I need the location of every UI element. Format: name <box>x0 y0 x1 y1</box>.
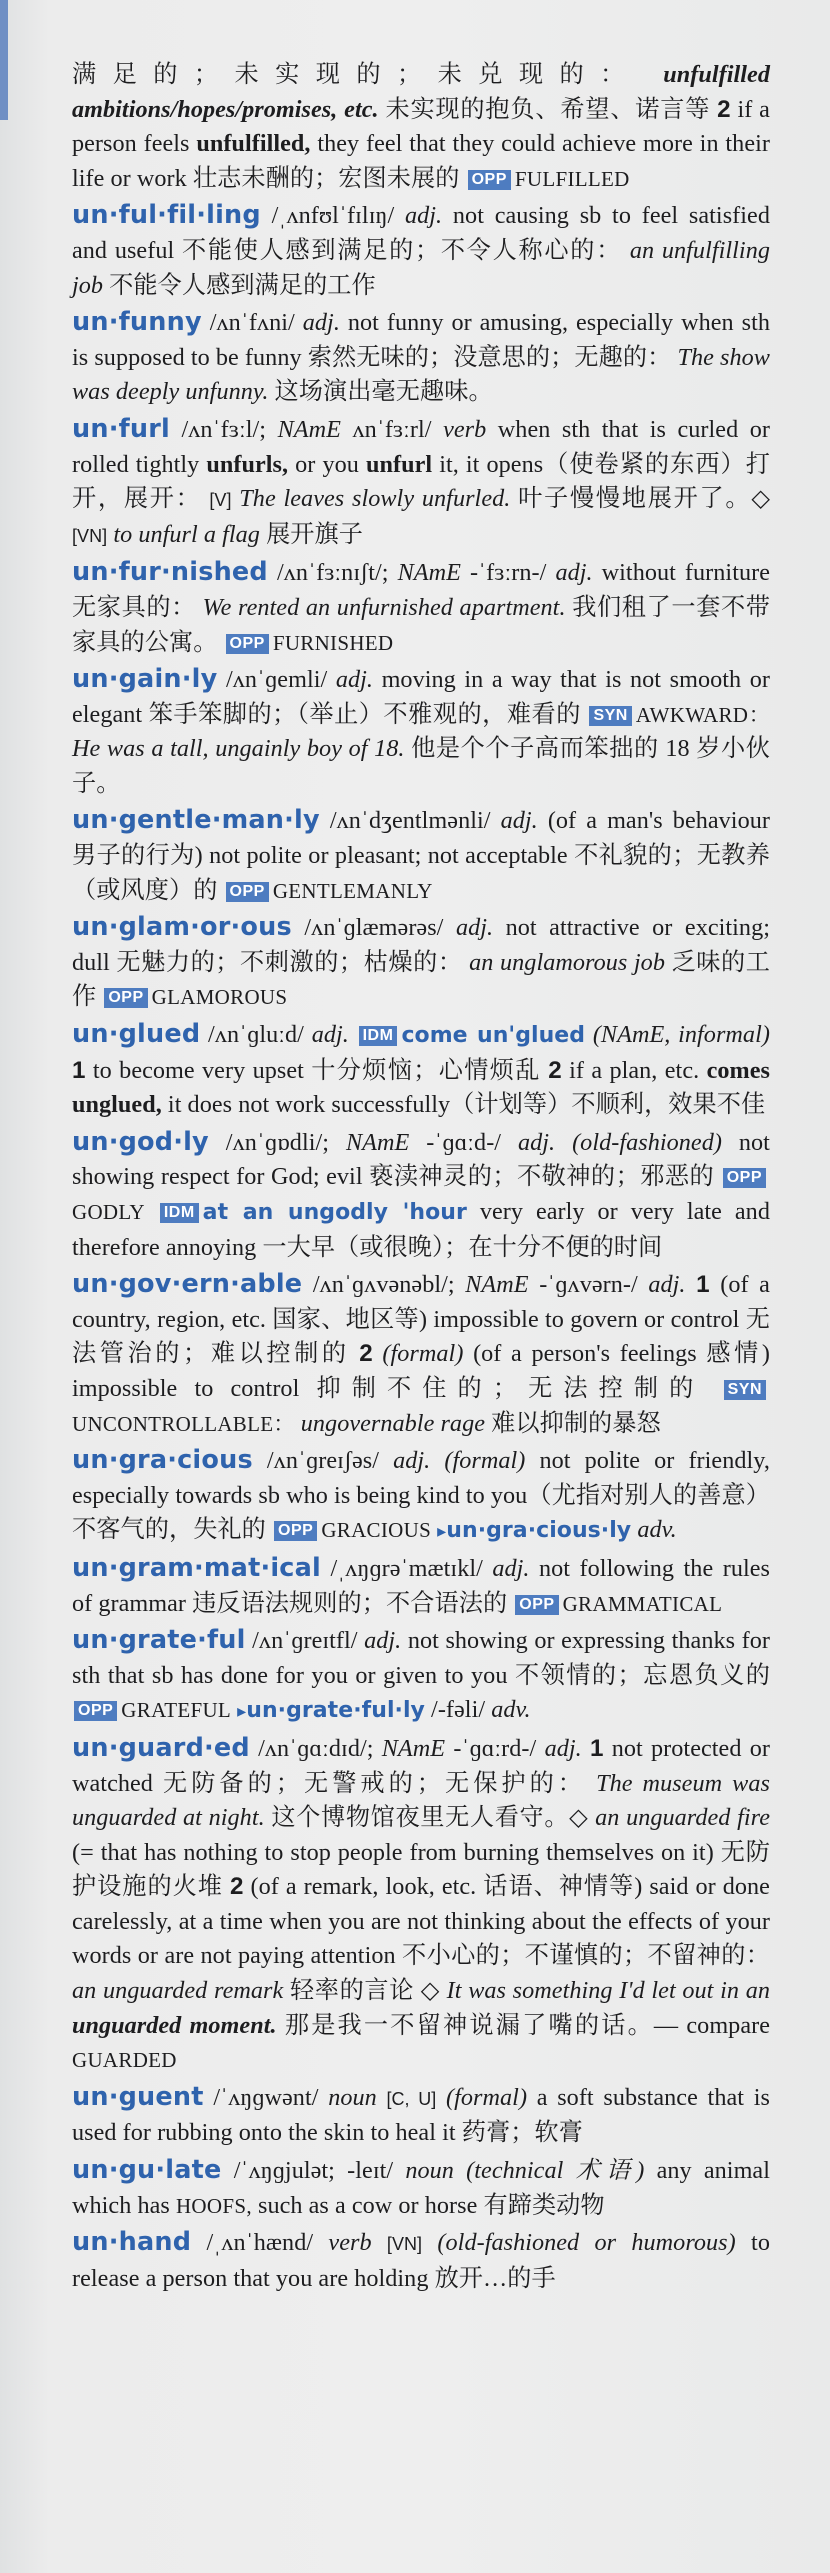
pronunciation-us: ʌnˈfɜːrl/ <box>352 415 432 443</box>
example-text: an unguarded remark <box>72 1977 284 2005</box>
translation-text: 那是我一不留神说漏了嘴的话。— compare <box>284 2011 771 2039</box>
pronunciation: /ʌnˈɡemli/ <box>225 666 328 694</box>
part-of-speech: adj. <box>555 559 593 587</box>
definition-text: to become very upset 十分烦恼；心情烦乱 <box>92 1056 541 1084</box>
pronunciation: /ʌnˈɡreɪʃəs/ <box>266 1447 380 1475</box>
pronunciation: /ʌnˈɡɒdli/; <box>225 1128 330 1156</box>
pronunciation-us: -ˈɡʌvərn-/ <box>539 1271 638 1299</box>
translation-text: 他是个个子高而笨拙的 18 岁小伙子。 <box>72 735 770 797</box>
sense-number: 2 <box>717 95 731 123</box>
part-of-speech: adj. <box>544 1734 582 1762</box>
part-of-speech: verb <box>328 2229 372 2257</box>
entry-unglued <box>72 1017 770 1123</box>
definition-text: (of a remark, look, etc. 话语、神情等) said or done carelessly, at a time when you are not thinking about the effects of your words or are not paying attention 不小心的；不谨慎的；不留神的： <box>72 1873 770 1970</box>
headword: un·gra·cious <box>72 1445 253 1476</box>
cross-reference-word: HOOFS, <box>175 2193 252 2218</box>
headword: un·glued <box>72 1019 201 1050</box>
idm-badge: IDM <box>160 1203 199 1223</box>
pronunciation: /ˌʌnˈhænd/ <box>206 2229 314 2257</box>
synonym-word: AWKWARD： <box>635 702 770 727</box>
derivative-arrow-icon: ▸ <box>437 1521 447 1542</box>
compare-word: GUARDED <box>72 2048 177 2073</box>
headword: un·god·ly <box>72 1126 209 1157</box>
entry-unfulfilling <box>72 198 770 303</box>
headword: un·ful·fil·ling <box>72 200 261 231</box>
syn-badge: SYN <box>724 1380 766 1400</box>
usage-label: (formal) <box>382 1340 464 1368</box>
part-of-speech: verb <box>443 415 487 443</box>
definition-text: (= that has nothing to stop people from burning themselves on it) 无防护设施的火堆 <box>72 1838 770 1901</box>
opp-badge: OPP <box>274 1521 317 1541</box>
part-of-speech: adj. <box>335 666 373 694</box>
opp-badge: OPP <box>515 1595 558 1615</box>
example-highlight: unguarded moment. <box>72 2011 277 2039</box>
keyword-text: unfurl <box>365 450 433 478</box>
idm-badge: IDM <box>359 1026 398 1046</box>
example-text: The show was deeply unfunny. <box>72 343 770 406</box>
region-label: NAmE <box>345 1128 410 1156</box>
syn-badge: SYN <box>589 706 631 726</box>
keyword-text: comes unglued, <box>72 1056 770 1119</box>
pronunciation: /ʌnˈfʌni/ <box>209 309 295 337</box>
part-of-speech: adj. <box>518 1128 556 1156</box>
definition-text: without furniture 无家具的： <box>72 559 771 621</box>
sense-number: 2 <box>359 1340 373 1368</box>
opp-badge: OPP <box>226 882 269 902</box>
headword: un·glam·or·ous <box>72 912 292 943</box>
usage-label: (formal) <box>446 2083 528 2111</box>
part-of-speech: adv. <box>491 1696 531 1724</box>
part-of-speech: adj. <box>455 914 494 942</box>
idiom-phrase: at an ungodly 'hour <box>202 1200 467 1225</box>
translation-text: 叶子慢慢地展开了。◇ <box>518 485 770 513</box>
pronunciation: /ʌnˈɡɑːdɪd/; <box>258 1734 374 1762</box>
definition-text: any animal which has <box>72 2157 770 2219</box>
sense-number: 1 <box>696 1271 710 1299</box>
part-of-speech: adj. <box>302 309 340 337</box>
headword: un·gain·ly <box>72 664 218 695</box>
pronunciation: /ʌnˈɡreɪtfl/ <box>252 1627 358 1655</box>
part-of-speech: adj. <box>492 1554 530 1582</box>
headword: un·hand <box>72 2227 192 2258</box>
example-text: unfulfilled ambitions/hopes/promises, etc. <box>72 61 770 123</box>
definition-text: it, it opens（使卷紧的东西）打开，展开： <box>72 450 770 513</box>
sense-number: 2 <box>229 1873 244 1901</box>
translation-text: 未实现的抱负、希望、诺言等 <box>385 95 711 123</box>
definition-text: or you <box>295 450 359 478</box>
entry-unguarded <box>72 1731 770 2078</box>
derivative-arrow-icon: ▸ <box>237 1701 247 1722</box>
pronunciation: /ʌnˈfɜːnɪʃt/; <box>276 559 389 587</box>
keyword-text: unfurls, <box>206 450 289 478</box>
definition-text: not funny or amusing, especially when sth is supposed to be funny 索然无味的；没意思的；无趣的： <box>72 309 770 371</box>
translation-text: 轻率的言论 ◇ <box>289 1977 440 2005</box>
definition-text: not causing sb to feel satisfied and useful 不能使人感到满足的；不令人称心的： <box>72 202 770 264</box>
opposite-word: FURNISHED <box>272 630 394 655</box>
definition-text: not attractive or exciting; dull 无魅力的；不刺激的；枯燥的： <box>72 914 770 976</box>
opposite-word: GENTLEMANLY <box>272 878 433 903</box>
opp-badge: OPP <box>468 170 511 190</box>
opposite-word: GODLY <box>72 1200 145 1224</box>
opposite-word: GLAMOROUS <box>151 985 288 1010</box>
definition-text: not polite or friendly, especially towards sb who is being kind to you（尤指对别人的善意）不客气的，失礼的 <box>72 1447 770 1544</box>
definition-text: not following the rules of grammar 违反语法规则的；不合语法的 <box>72 1554 770 1617</box>
definition-text: not showing or expressing thanks for sth that sb has done for you or given to you 不领情的；忘恩负义的 <box>72 1627 770 1689</box>
pronunciation-variant: -leɪt/ <box>347 2157 394 2185</box>
example-text: The leaves slowly unfurled. <box>239 485 511 513</box>
example-text: an unguarded fire <box>595 1804 770 1832</box>
headword: un·guard·ed <box>72 1732 250 1763</box>
usage-label: (old-fashioned or humorous) <box>437 2229 736 2257</box>
thumb-index-bar <box>0 0 8 120</box>
translation-text: 不能令人感到满足的工作 <box>109 271 376 299</box>
opposite-word: GRATEFUL <box>121 1698 232 1723</box>
definition-text: to release a person that you are holding 放开…的手 <box>72 2229 770 2292</box>
opp-badge: OPP <box>723 1168 766 1188</box>
part-of-speech: noun <box>328 2083 377 2111</box>
translation-text: 难以抑制的暴怒 <box>491 1409 661 1437</box>
region-label: NAmE <box>277 415 341 443</box>
part-of-speech: adj. <box>405 202 443 230</box>
entry-ungracious <box>72 1443 770 1549</box>
grammar-code: [VN] <box>72 525 108 546</box>
part-of-speech: adj. <box>500 807 538 835</box>
part-of-speech: adj. <box>311 1021 349 1049</box>
pronunciation: /ˌʌŋɡrəˈmætɪkl/ <box>330 1554 483 1582</box>
definition-text: they feel that they could achieve more in their life or work 壮志未酬的；宏图未展的 <box>72 130 770 192</box>
derivative-headword: un·gra·cious·ly <box>446 1518 632 1544</box>
example-text: an unfulfilling job <box>72 236 770 299</box>
synonym-word: UNCONTROLLABLE： <box>72 1411 295 1436</box>
opposite-word: GRACIOUS <box>321 1518 432 1543</box>
idiom-phrase: come un'glued <box>401 1023 586 1049</box>
pronunciation: /ʌnˈɡlæmərəs/ <box>304 914 444 942</box>
pronunciation: /ʌnˈdʒentlmənli/ <box>329 807 491 835</box>
headword: un·guent <box>72 2081 204 2112</box>
part-of-speech: adj. <box>648 1271 686 1299</box>
definition-text: if a plan, etc. <box>569 1056 700 1084</box>
pronunciation: /ʌnˈfɜːl/; <box>181 415 267 443</box>
region-label: NAmE <box>381 1734 446 1762</box>
entry-ungodly <box>72 1125 770 1265</box>
example-text: We rented an unfurnished apartment. <box>202 593 566 621</box>
entry-unfurnished <box>72 555 770 660</box>
pronunciation: /-fəli/ <box>431 1696 486 1724</box>
sense-number: 1 <box>72 1056 86 1084</box>
entry-unhand <box>72 2225 770 2296</box>
grammar-code: [V] <box>209 490 232 511</box>
definition-text: if a person feels <box>72 95 770 158</box>
headword: un·fur·nished <box>72 557 268 588</box>
opp-badge: OPP <box>226 634 269 654</box>
grammar-code: [VN] <box>386 2234 423 2255</box>
sense-number: 2 <box>548 1056 562 1084</box>
entry-ungrammatical <box>72 1551 770 1621</box>
definition-text: when sth that is curled or rolled tightly <box>72 415 770 478</box>
entry-ungulate <box>72 2153 770 2223</box>
pronunciation-us: -ˈfɜːrn-/ <box>469 559 547 587</box>
headword: un·grate·ful <box>72 1625 246 1656</box>
sense-number: 1 <box>589 1734 604 1762</box>
example-text: It was something I'd let out in an <box>446 1977 771 2005</box>
definition-text: moving in a way that is not smooth or elegant 笨手笨脚的；（举止）不雅观的，难看的 <box>72 666 770 728</box>
definition-text: not protected or watched 无防备的；无警戒的；无保护的： <box>72 1734 770 1797</box>
opposite-word: GRAMMATICAL <box>562 1591 723 1616</box>
definition-text: (of a man's behaviour 男子的行为) not polite or pleasant; not acceptable 不礼貌的；无教养（或风度）的 <box>72 807 770 904</box>
entry-unglamorous <box>72 910 770 1015</box>
example-text: He was a tall, ungainly boy of 18. <box>72 735 405 763</box>
pronunciation: /ʌnˈɡʌvənəbl/; <box>312 1271 455 1299</box>
definition-text: not showing respect for God; evil 亵渎神灵的；不敬神的；邪恶的 <box>72 1128 770 1191</box>
entry-unfulfilled-continued <box>72 58 770 196</box>
pronunciation: /ˌʌnfʊlˈfɪlɪŋ/ <box>271 202 395 230</box>
usage-label: (NAmE, informal) <box>592 1021 770 1049</box>
opp-badge: OPP <box>74 1701 117 1721</box>
grammar-code: [C, U] <box>386 2088 437 2109</box>
entry-ungrateful <box>72 1623 770 1729</box>
entry-unfurl <box>72 412 770 553</box>
example-text: to unfurl a flag <box>113 520 260 548</box>
example-text: an unglamorous job <box>469 948 665 976</box>
translation-text: 展开旗子 <box>266 520 364 548</box>
part-of-speech: noun <box>405 2157 454 2185</box>
region-label: NAmE <box>465 1271 529 1299</box>
entry-unguent <box>72 2080 770 2151</box>
definition-text: such as a cow or horse 有蹄类动物 <box>257 2191 605 2219</box>
definition-text: very early or very late and therefore annoying 一大早（或很晚）；在十分不便的时间 <box>72 1198 770 1261</box>
pronunciation-us: -ˈɡɑːrd-/ <box>453 1734 537 1762</box>
keyword-text: unfulfilled, <box>196 130 311 158</box>
usage-label: (technical 术语) <box>466 2157 645 2185</box>
usage-label: (formal) <box>444 1447 526 1475</box>
translation-text: 这个博物馆夜里无人看守。◇ <box>271 1804 589 1832</box>
part-of-speech: adv. <box>637 1516 677 1544</box>
example-text: ungovernable rage <box>300 1409 485 1437</box>
headword: un·funny <box>72 307 202 338</box>
example-text: The museum was unguarded at night. <box>72 1769 770 1832</box>
headword: un·furl <box>72 413 170 444</box>
region-label: NAmE <box>397 559 461 587</box>
part-of-speech: adj. <box>364 1627 402 1655</box>
opposite-word: FULFILLED <box>514 166 630 191</box>
entry-ungainly <box>72 662 770 801</box>
definition-text: (of a person's feelings 感情) impossible to control 抑制不住的；无法控制的 <box>72 1340 770 1402</box>
entry-unfunny <box>72 305 770 410</box>
usage-label: (old-fashioned) <box>572 1128 722 1156</box>
definition-text: it does not work successfully（计划等）不顺利，效果不佳 <box>167 1091 766 1119</box>
translation-text: 乏味的工作 <box>72 948 770 1011</box>
entry-ungovernable <box>72 1267 770 1441</box>
headword: un·gram·mat·ical <box>72 1552 321 1583</box>
definition-text: (of a country, region, etc. 国家、地区等) impossible to govern or control 无法管治的；难以控制的 <box>72 1271 770 1368</box>
pronunciation: /ʌnˈɡluːd/ <box>208 1021 304 1049</box>
pronunciation-us: -ˈɡɑːd-/ <box>426 1128 502 1156</box>
pronunciation: /ˈʌŋɡjulət; <box>233 2157 335 2185</box>
translation-text: 这场演出毫无趣味。 <box>274 378 493 406</box>
headword: un·gu·late <box>72 2155 222 2186</box>
headword: un·gov·ern·able <box>72 1269 303 1300</box>
derivative-headword: un·grate·ful·ly <box>246 1698 425 1724</box>
translation-text: 我们租了一套不带家具的公寓。 <box>72 593 770 656</box>
entry-ungentlemanly <box>72 803 770 908</box>
definition-text: 满足的；未实现的；未兑现的： <box>72 61 641 88</box>
opp-badge: OPP <box>104 988 147 1008</box>
definition-text: a soft substance that is used for rubbing onto the skin to heal it 药膏；软膏 <box>72 2083 770 2147</box>
headword: un·gentle·man·ly <box>72 805 320 836</box>
pronunciation: /ˈʌŋɡwənt/ <box>213 2083 319 2111</box>
part-of-speech: adj. <box>393 1447 431 1475</box>
